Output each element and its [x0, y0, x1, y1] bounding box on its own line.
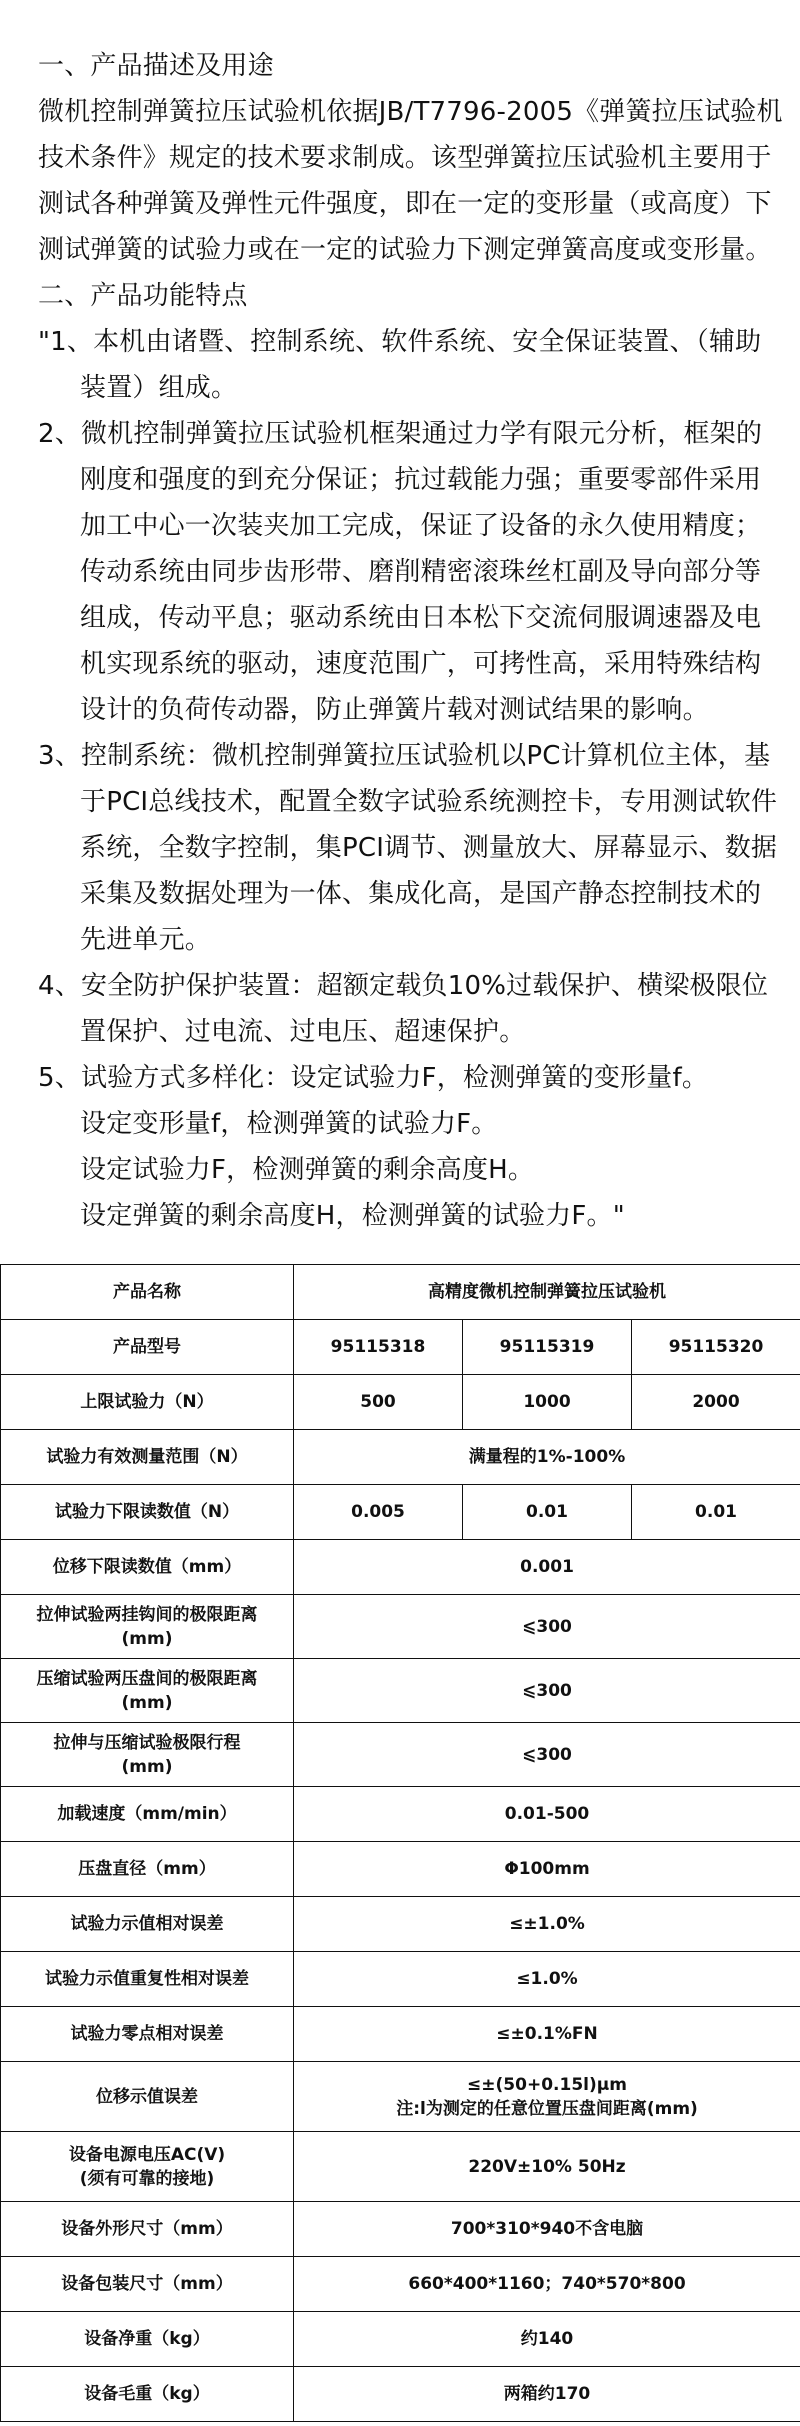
model-cell: 95115318: [294, 1320, 463, 1375]
feature-item-5: 5、试验方式多样化：设定试验力F，检测弹簧的变形量f。: [38, 1063, 709, 1093]
plate-label: 压盘直径（mm）: [1, 1842, 294, 1897]
feature-item-2-cont: 传动系统由同步齿形带、磨削精密滚珠丝杠副及导向部分等: [80, 557, 762, 587]
speed-value: 0.01-500: [294, 1787, 800, 1842]
gross-label: 设备毛重（kg）: [1, 2367, 294, 2422]
power-label: [1, 2132, 294, 2202]
section-heading-features: 二、产品功能特点: [38, 281, 248, 311]
feature-item-2-cont: 刚度和强度的到充分保证；抗过载能力强；重要零部件采用: [80, 465, 762, 495]
table-row: [1, 2312, 800, 2367]
disp-min-value: 0.001: [294, 1540, 800, 1595]
repeat-err-value: ≤1.0%: [294, 1952, 800, 2007]
comp-dist-value: ⩽300: [294, 1659, 800, 1723]
label-line: (mm): [121, 1692, 173, 1713]
power-value: 220V±10% 50Hz: [294, 2132, 800, 2202]
feature-item-1: "1、本机由诸暨、控制系统、软件系统、安全保证装置、（辅助: [38, 327, 762, 357]
disp-err-value: [294, 2062, 800, 2132]
model-label: 产品型号: [1, 1320, 294, 1375]
table-row: [1, 1842, 800, 1897]
paragraph-line: 技术条件》规定的技术要求制成。该型弹簧拉压试验机主要用于: [38, 143, 772, 173]
zero-err-value: ≤±0.1%FN: [294, 2007, 800, 2062]
feature-item-3: 3、控制系统：微机控制弹簧拉压试验机以PC计算机位主体，基: [38, 741, 771, 771]
net-value: 约140: [294, 2312, 800, 2367]
feature-item-5-cont: 设定试验力F，检测弹簧的剩余高度H。: [80, 1155, 535, 1185]
table-row: [1, 2062, 800, 2132]
feature-item-4-cont: 置保护、过电流、过电压、超速保护。: [80, 1017, 526, 1047]
force-err-label: 试验力示值相对误差: [1, 1897, 294, 1952]
feature-item-3-cont: 采集及数据处理为一体、集成化高，是国产静态控制技术的: [80, 879, 762, 909]
feature-item-4: 4、安全防护保护装置：超额定载负10%过载保护、横梁极限位: [38, 971, 769, 1001]
gross-value: 两箱约170: [294, 2367, 800, 2422]
range-label: 试验力有效测量范围（N）: [1, 1430, 294, 1485]
model-cell: 95115319: [463, 1320, 632, 1375]
label-line: 设备电源电压AC(V): [68, 2144, 226, 2165]
table-row: [1, 2132, 800, 2202]
paragraph-line: 测试弹簧的试验力或在一定的试验力下测定弹簧高度或变形量。: [38, 235, 772, 265]
max-force-cell: 1000: [463, 1375, 632, 1430]
feature-item-5-cont: 设定弹簧的剩余高度H，检测弹簧的试验力F。": [80, 1201, 625, 1231]
max-force-cell: 500: [294, 1375, 463, 1430]
min-read-cell: 0.005: [294, 1485, 463, 1540]
pack-label: 设备包装尺寸（mm）: [1, 2257, 294, 2312]
feature-item-1-cont: 装置）组成。: [80, 373, 238, 403]
feature-item-2-cont: 机实现系统的驱动，速度范围广，可拷性高，采用特殊结构: [80, 649, 762, 679]
label-line: 拉伸与压缩试验极限行程: [53, 1732, 241, 1753]
repeat-err-label: 试验力示值重复性相对误差: [1, 1952, 294, 2007]
size-label: 设备外形尺寸（mm）: [1, 2202, 294, 2257]
max-force-cell: 2000: [632, 1375, 800, 1430]
value-note: 注:l为测定的任意位置压盘间距离(mm): [396, 2098, 698, 2119]
table-row: [1, 1265, 800, 1320]
table-row: [1, 1540, 800, 1595]
table-row: [1, 2007, 800, 2062]
feature-item-3-cont: 系统，全数字控制，集PCI调节、测量放大、屏幕显示、数据: [80, 833, 778, 863]
speed-label: 加载速度（mm/min）: [1, 1787, 294, 1842]
table-row: [1, 1320, 800, 1375]
tension-dist-value: ⩽300: [294, 1595, 800, 1659]
disp-min-label: 位移下限读数值（mm）: [1, 1540, 294, 1595]
label-line: (mm): [121, 1628, 173, 1649]
force-err-value: ≤±1.0%: [294, 1897, 800, 1952]
label-line: (mm): [121, 1756, 173, 1777]
section-heading-description: 一、产品描述及用途: [38, 51, 274, 81]
disp-err-label: 位移示值误差: [1, 2062, 294, 2132]
table-row: [1, 2202, 800, 2257]
pack-value: 660*400*1160；740*570*800: [294, 2257, 800, 2312]
comp-dist-label: [1, 1659, 294, 1723]
table-row: [1, 1952, 800, 2007]
label-line: (须有可靠的接地): [79, 2168, 215, 2189]
plate-value: Φ100mm: [294, 1842, 800, 1897]
value-line: ≤±(50+0.15l)μm: [467, 2074, 627, 2095]
feature-item-3-cont: 于PCI总线技术，配置全数字试验系统测控卡，专用测试软件: [80, 787, 778, 817]
max-force-label: 上限试验力（N）: [1, 1375, 294, 1430]
zero-err-label: 试验力零点相对误差: [1, 2007, 294, 2062]
table-row: [1, 1485, 800, 1540]
stroke-value: ⩽300: [294, 1723, 800, 1787]
feature-item-2-cont: 设计的负荷传动器，防止弹簧片载对测试结果的影响。: [80, 695, 709, 725]
min-read-label: 试验力下限读数值（N）: [1, 1485, 294, 1540]
size-value: 700*310*940不含电脑: [294, 2202, 800, 2257]
paragraph-line: 测试各种弹簧及弹性元件强度，即在一定的变形量（或高度）下: [38, 189, 772, 219]
table-row: [1, 2257, 800, 2312]
spec-table: [0, 1264, 800, 2422]
table-row: [1, 1897, 800, 1952]
feature-item-5-cont: 设定变形量f，检测弹簧的试验力F。: [80, 1109, 498, 1139]
feature-item-2-cont: 加工中心一次装夹加工完成，保证了设备的永久使用精度；: [80, 511, 762, 541]
label-line: 压缩试验两压盘间的极限距离: [36, 1668, 258, 1689]
table-row: [1, 1595, 800, 1659]
stroke-label: [1, 1723, 294, 1787]
table-row: [1, 1659, 800, 1723]
table-row: [1, 1375, 800, 1430]
product-name-label: 产品名称: [1, 1265, 294, 1320]
product-name-value: 高精度微机控制弹簧拉压试验机: [294, 1265, 800, 1320]
table-row: [1, 1430, 800, 1485]
table-row: [1, 1787, 800, 1842]
table-row: [1, 2367, 800, 2422]
feature-item-3-cont: 先进单元。: [80, 925, 212, 955]
min-read-cell: 0.01: [632, 1485, 800, 1540]
net-label: 设备净重（kg）: [1, 2312, 294, 2367]
feature-item-2-cont: 组成，传动平息；驱动系统由日本松下交流伺服调速器及电: [80, 603, 762, 633]
min-read-cell: 0.01: [463, 1485, 632, 1540]
tension-dist-label: [1, 1595, 294, 1659]
table-row: [1, 1723, 800, 1787]
feature-item-2: 2、微机控制弹簧拉压试验机框架通过力学有限元分析，框架的: [38, 419, 763, 449]
label-line: 拉伸试验两挂钩间的极限距离: [36, 1604, 258, 1625]
model-cell: 95115320: [632, 1320, 800, 1375]
range-value: 满量程的1%-100%: [294, 1430, 800, 1485]
paragraph-line: 微机控制弹簧拉压试验机依据JB/T7796-2005《弹簧拉压试验机: [38, 97, 783, 127]
